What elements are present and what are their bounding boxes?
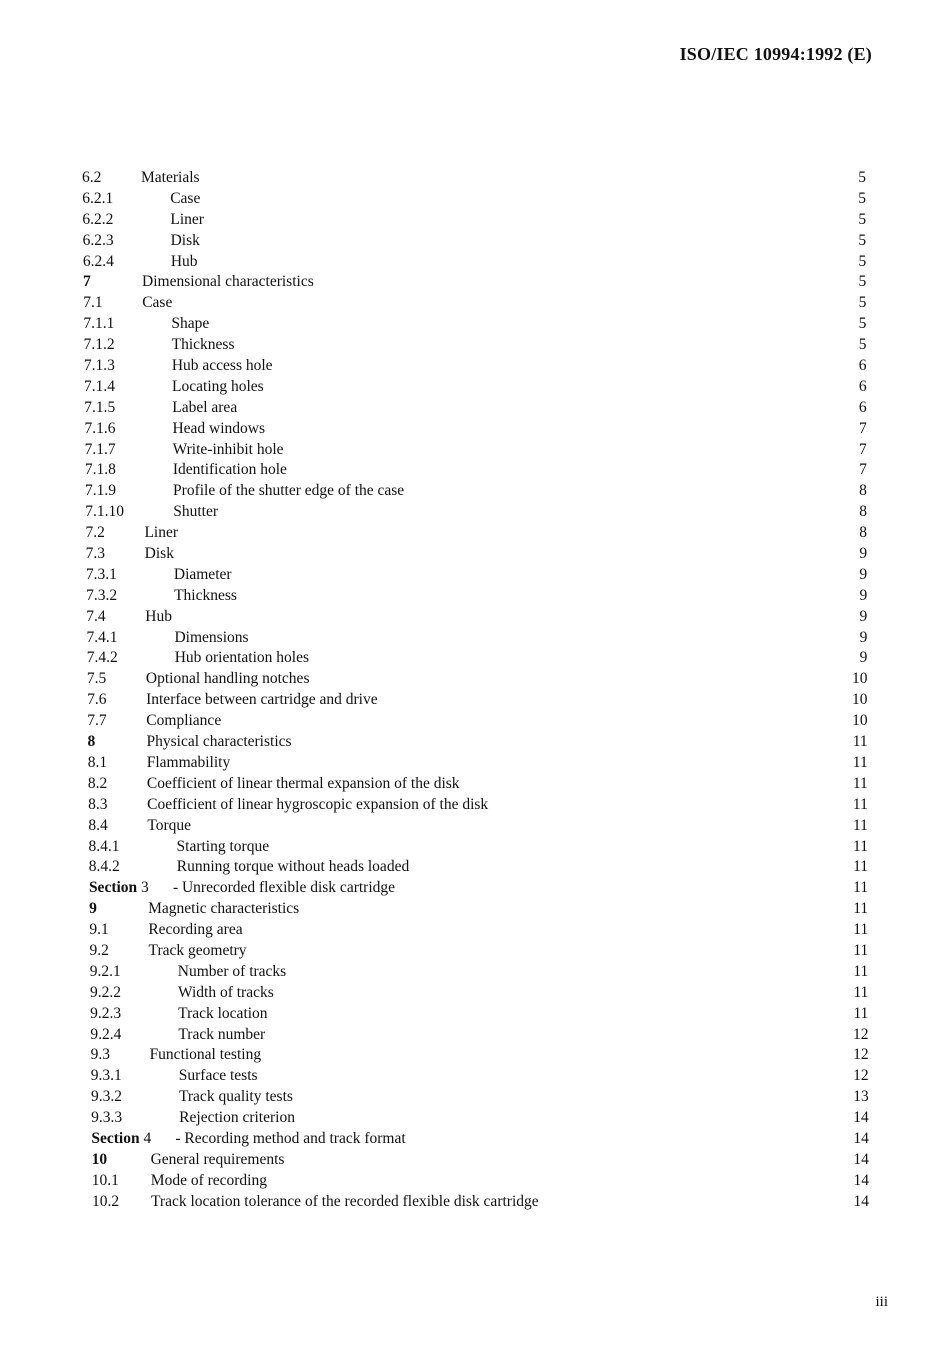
toc-title: Track geometry <box>148 941 247 959</box>
toc-title: Dimensions <box>174 628 249 646</box>
toc-title: Write-inhibit hole <box>172 440 284 458</box>
toc-section-number: 8.1 <box>87 753 108 771</box>
toc-page-number: 9 <box>859 586 868 604</box>
toc-row <box>82 607 866 628</box>
toc-section-number: 6.2.4 <box>82 252 114 270</box>
toc-row <box>82 293 866 314</box>
toc-row <box>82 1129 869 1150</box>
toc-page-number: 11 <box>853 858 869 876</box>
toc-row <box>82 231 866 252</box>
toc-section-number: 10.1 <box>91 1171 119 1189</box>
toc-section-number: 9.2.3 <box>90 1004 122 1022</box>
toc-row <box>82 732 866 753</box>
toc-title: Physical characteristics <box>146 733 292 751</box>
toc-section-number: 9.2 <box>89 941 109 959</box>
toc-section-number: 7.4.1 <box>86 628 118 646</box>
toc-section-number: 8.4.2 <box>88 858 120 876</box>
toc-row <box>82 252 866 273</box>
toc-section-number: 6.2.1 <box>82 189 114 207</box>
toc-page-number: 11 <box>853 879 869 897</box>
toc-title: Identification hole <box>172 461 287 479</box>
toc-row <box>82 1150 869 1171</box>
toc-row <box>82 460 866 481</box>
toc-page-number: 5 <box>858 294 867 312</box>
toc-row <box>82 1171 869 1192</box>
toc-page-number: 8 <box>859 503 867 521</box>
toc-page-number: 5 <box>858 231 867 249</box>
toc-row <box>82 711 866 732</box>
toc-title: - Unrecorded flexible disk cartridge <box>172 879 396 897</box>
section-word: Section <box>88 879 138 897</box>
toc-title: Thickness <box>171 336 235 354</box>
toc-page-number: 14 <box>853 1192 869 1210</box>
toc-row <box>82 962 869 983</box>
toc-row <box>82 189 866 210</box>
section-number: 4 <box>143 1129 152 1147</box>
toc-section-number: 7.1 <box>83 294 103 312</box>
toc-row <box>82 774 866 795</box>
toc-title: Track number <box>178 1025 266 1043</box>
toc-section-number: 7.1.2 <box>83 336 115 354</box>
toc-page-number: 11 <box>853 941 869 959</box>
toc-section-number: 9.1 <box>89 921 109 939</box>
toc-title: Shape <box>171 315 210 333</box>
toc-row <box>82 481 866 502</box>
toc-page-number: 9 <box>859 628 868 646</box>
toc-section-number: 7.2 <box>85 524 105 542</box>
toc-page-number: 7 <box>858 419 867 437</box>
toc-section-number: 7.1.10 <box>85 503 124 521</box>
toc-row <box>82 920 869 941</box>
toc-section-number: 8 <box>87 733 96 751</box>
toc-section-number: 9.2.1 <box>89 962 121 980</box>
toc-title: General requirements <box>150 1150 285 1168</box>
toc-title: Number of tracks <box>177 962 287 980</box>
toc-page-number: 11 <box>852 816 868 834</box>
toc-section-number: 10.2 <box>92 1192 120 1210</box>
toc-page-number: 11 <box>853 1004 869 1022</box>
toc-page-number: 11 <box>852 733 868 751</box>
toc-title: Starting torque <box>176 837 270 855</box>
toc-title: Dimensional characteristics <box>142 273 314 291</box>
toc-row <box>82 586 866 607</box>
toc-row <box>82 878 869 899</box>
toc-page-number: 10 <box>852 691 868 709</box>
toc-title: Track location <box>178 1004 268 1022</box>
toc-title: Profile of the shutter edge of the case <box>173 482 405 500</box>
toc-row <box>82 941 869 962</box>
toc-section-number: 9.3.2 <box>90 1088 122 1106</box>
toc-title: Mode of recording <box>150 1171 267 1189</box>
toc-page-number: 14 <box>853 1109 869 1127</box>
toc-title: Surface tests <box>178 1067 258 1085</box>
toc-page-number: 5 <box>858 315 867 333</box>
toc-page-number: 12 <box>853 1067 869 1085</box>
toc-title: Rejection criterion <box>179 1109 295 1127</box>
toc-row <box>82 565 866 586</box>
toc-row <box>82 356 866 377</box>
toc-section-number: 8.3 <box>88 795 108 813</box>
toc-row <box>82 1087 869 1108</box>
toc-row <box>82 544 866 565</box>
toc-title: Disk <box>144 545 174 563</box>
toc-page-number: 12 <box>853 1025 869 1043</box>
toc-row <box>82 899 869 920</box>
toc-page-number: 9 <box>859 607 868 625</box>
toc-section-number <box>89 878 149 899</box>
page-number: iii <box>875 1294 888 1310</box>
toc-section-number: 9.3 <box>90 1046 110 1064</box>
toc-row <box>82 419 866 440</box>
toc-title: Torque <box>147 816 191 834</box>
toc-section-number: 7.1.5 <box>84 398 116 416</box>
toc-section-number: 7.1.6 <box>84 419 116 437</box>
toc-page-number: 5 <box>858 252 867 270</box>
toc-page-number: 6 <box>858 377 867 395</box>
toc-title: Magnetic characteristics <box>148 900 300 918</box>
toc-page-number: 9 <box>859 649 868 667</box>
document-header: ISO/IEC 10994:1992 (E) <box>679 44 872 64</box>
toc-section-number: 6.2.3 <box>82 231 114 249</box>
toc-page-number: 5 <box>858 336 867 354</box>
toc-page-number: 11 <box>853 900 869 918</box>
toc-page-number: 5 <box>858 273 867 291</box>
toc-section-number: 7.7 <box>87 712 107 730</box>
toc-title: Compliance <box>146 712 222 730</box>
toc-row <box>82 816 866 837</box>
toc-row <box>82 314 866 335</box>
toc-section-number: 6.2 <box>82 169 102 186</box>
toc-title: Thickness <box>174 586 237 604</box>
toc-row <box>82 1108 869 1129</box>
toc-title: Optional handling notches <box>145 670 310 688</box>
section-number: 3 <box>141 879 149 897</box>
toc-title: Case <box>142 294 173 312</box>
toc-title: - Recording method and track format <box>175 1129 406 1147</box>
toc-section-number: 10 <box>91 1150 108 1168</box>
toc-section-number: 7 <box>83 273 91 291</box>
toc-page-number: 8 <box>859 482 867 500</box>
toc-section-number: 7.1.3 <box>83 357 115 375</box>
toc-page-number: 14 <box>853 1171 869 1189</box>
toc-section-number: 7.5 <box>86 670 107 688</box>
toc-title: Shutter <box>173 503 219 521</box>
toc-row <box>82 983 869 1004</box>
toc-section-number: 7.4.2 <box>86 649 118 667</box>
toc-row <box>82 335 866 356</box>
toc-section-number <box>91 1129 151 1150</box>
toc-section-number: 9.3.1 <box>90 1067 122 1085</box>
toc-title: Liner <box>170 210 204 228</box>
toc-title: Interface between cartridge and drive <box>146 691 378 709</box>
toc-row <box>82 690 866 711</box>
toc-title: Hub access hole <box>171 357 273 375</box>
toc-row <box>82 1192 869 1213</box>
toc-title: Liner <box>144 524 179 542</box>
toc-title: Diameter <box>173 565 232 583</box>
toc-title: Hub <box>170 252 198 270</box>
toc-row <box>82 440 866 461</box>
toc-title: Coefficient of linear hygroscopic expansion of the disk <box>147 795 489 813</box>
toc-row <box>82 648 866 669</box>
toc-section-number: 7.1.1 <box>83 315 115 333</box>
toc-section-number: 7.1.7 <box>84 440 116 458</box>
toc-row <box>82 168 866 189</box>
toc-row <box>82 523 866 544</box>
toc-row <box>82 857 869 878</box>
toc-title: Hub <box>145 607 172 625</box>
toc-row <box>82 837 866 858</box>
toc-row <box>82 1004 869 1025</box>
toc-title: Flammability <box>146 753 231 771</box>
toc-title: Head windows <box>172 419 265 437</box>
toc-page-number: 6 <box>858 357 867 375</box>
toc-row <box>82 377 866 398</box>
toc-page-number: 11 <box>853 921 869 939</box>
toc-section-number: 8.2 <box>87 774 108 792</box>
toc-section-number: 9.2.4 <box>90 1025 122 1043</box>
toc-row <box>82 502 866 523</box>
toc-page-number: 11 <box>852 795 868 813</box>
toc-section-number: 7.3.1 <box>85 565 117 583</box>
toc-section-number: 7.3.2 <box>86 586 118 604</box>
toc-row <box>82 795 866 816</box>
toc-page-number: 8 <box>859 524 868 542</box>
toc-section-number: 7.3 <box>85 545 106 563</box>
toc-section-number: 6.2.2 <box>82 210 114 228</box>
toc-page-number: 10 <box>852 712 868 730</box>
toc-section-number: 7.6 <box>87 691 107 709</box>
toc-title: Hub orientation holes <box>174 649 309 667</box>
toc-title: Disk <box>170 231 200 249</box>
toc-row <box>82 753 866 774</box>
toc-title: Materials <box>141 169 200 186</box>
toc-title: Label area <box>172 398 238 416</box>
toc-row <box>82 272 866 293</box>
toc-section-number: 9.2.2 <box>89 983 121 1001</box>
toc-title: Coefficient of linear thermal expansion of the disk <box>146 774 460 792</box>
toc-row <box>82 210 866 231</box>
toc-page-number: 5 <box>858 169 866 186</box>
toc-title: Track quality tests <box>178 1088 293 1106</box>
table-of-contents <box>82 168 869 1213</box>
toc-page-number: 7 <box>859 440 867 458</box>
toc-page-number: 7 <box>859 461 867 479</box>
toc-page-number: 5 <box>858 210 867 228</box>
toc-page-number: 14 <box>853 1150 869 1168</box>
toc-page-number: 5 <box>858 189 867 207</box>
toc-row <box>82 1045 869 1066</box>
toc-title: Locating holes <box>172 377 264 395</box>
toc-title: Case <box>170 189 201 207</box>
toc-page-number: 9 <box>859 565 868 583</box>
toc-section-number: 7.1.4 <box>84 377 116 395</box>
toc-row <box>82 669 866 690</box>
toc-row <box>82 398 866 419</box>
toc-title: Running torque without heads loaded <box>176 858 410 876</box>
toc-page-number: 11 <box>852 774 868 792</box>
toc-row <box>82 1025 869 1046</box>
toc-page-number: 11 <box>853 837 868 855</box>
toc-title: Track location tolerance of the recorded flexible disk cartridge <box>151 1192 539 1210</box>
toc-page-number: 6 <box>858 398 867 416</box>
toc-page-number: 11 <box>853 983 869 1001</box>
toc-title: Functional testing <box>149 1046 262 1064</box>
toc-section-number: 9 <box>89 900 97 918</box>
toc-section-number: 7.1.8 <box>84 461 116 479</box>
toc-section-number: 8.4 <box>88 816 108 834</box>
section-word: Section <box>91 1129 140 1147</box>
toc-title: Recording area <box>148 921 243 939</box>
toc-title: Width of tracks <box>177 983 274 1001</box>
toc-section-number: 7.1.9 <box>85 482 117 500</box>
toc-section-number: 8.4.1 <box>88 837 120 855</box>
toc-page-number: 14 <box>853 1129 869 1147</box>
toc-page-number: 11 <box>853 962 869 980</box>
toc-section-number: 7.4 <box>86 607 106 625</box>
toc-row <box>82 628 866 649</box>
toc-page-number: 12 <box>853 1046 869 1064</box>
toc-page-number: 13 <box>853 1088 869 1106</box>
toc-page-number: 9 <box>859 545 868 563</box>
toc-page-number: 10 <box>851 670 868 688</box>
toc-page-number: 11 <box>852 753 868 771</box>
toc-row <box>82 1066 869 1087</box>
toc-section-number: 9.3.3 <box>91 1109 123 1127</box>
